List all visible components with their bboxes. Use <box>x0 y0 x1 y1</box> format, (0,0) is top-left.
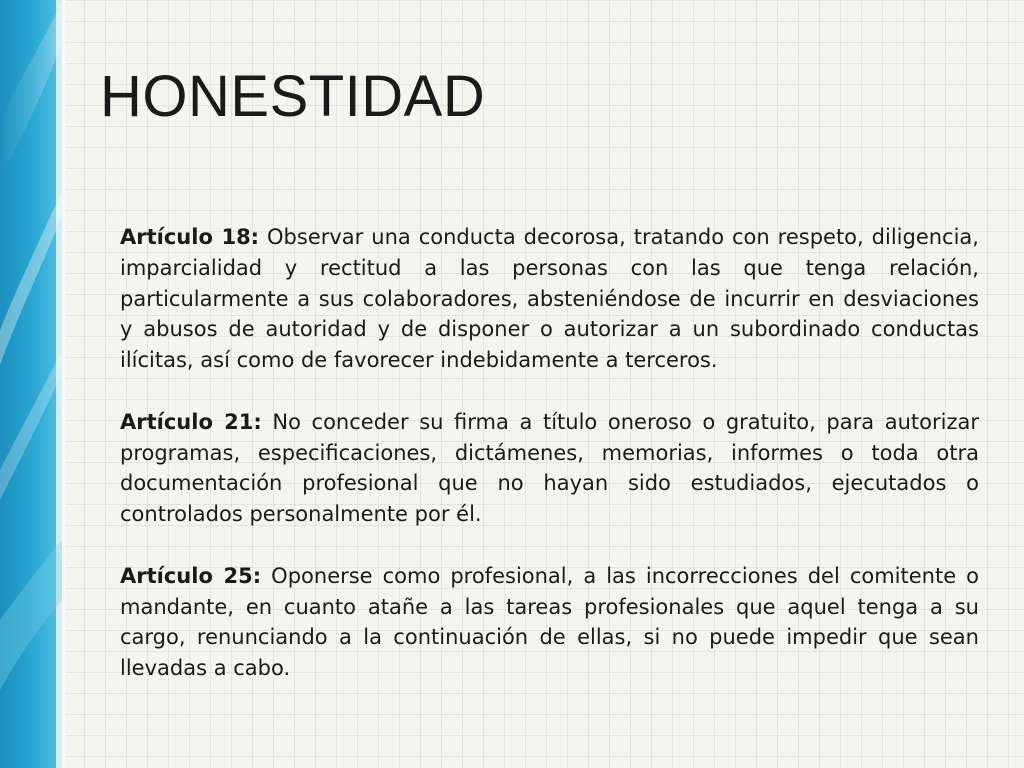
article-21 <box>120 407 979 530</box>
article-21-text: No conceder su firma a título oneroso o gratuito, para autorizar programas, especificaciones, dictámenes, memorias, informes o toda otra documentación profesional que no hayan sido estudiados, ejecutados o controlados personalmente por él. <box>120 409 979 527</box>
articles-content <box>120 222 979 684</box>
slide-title: HONESTIDAD <box>100 64 486 129</box>
article-18 <box>120 222 979 376</box>
article-25-label: Artículo 25: <box>120 563 262 588</box>
article-25-text: Oponerse como profesional, a las incorrecciones del comitente o mandante, en cuanto atañe a las tareas profesionales que aquel tenga a su cargo, renunciando a la continuación de ellas, si no puede impedir que sean llevadas a cabo. <box>120 563 979 681</box>
decorative-side-band <box>0 0 72 768</box>
article-18-label: Artículo 18: <box>120 225 260 249</box>
article-25 <box>120 561 979 684</box>
article-21-label: Artículo 21: <box>120 409 262 434</box>
article-18-text: Observar una conducta decorosa, tratando con respeto, diligencia, imparcialidad y rectitud a las personas con las que tenga relación, particularmente a sus colaboradores, absteniéndose de incurrir en desviaciones y abusos de autoridad y de disponer o autorizar a un subordinado conductas ilícitas, así como de favorecer indebidamente a terceros. <box>120 225 979 373</box>
